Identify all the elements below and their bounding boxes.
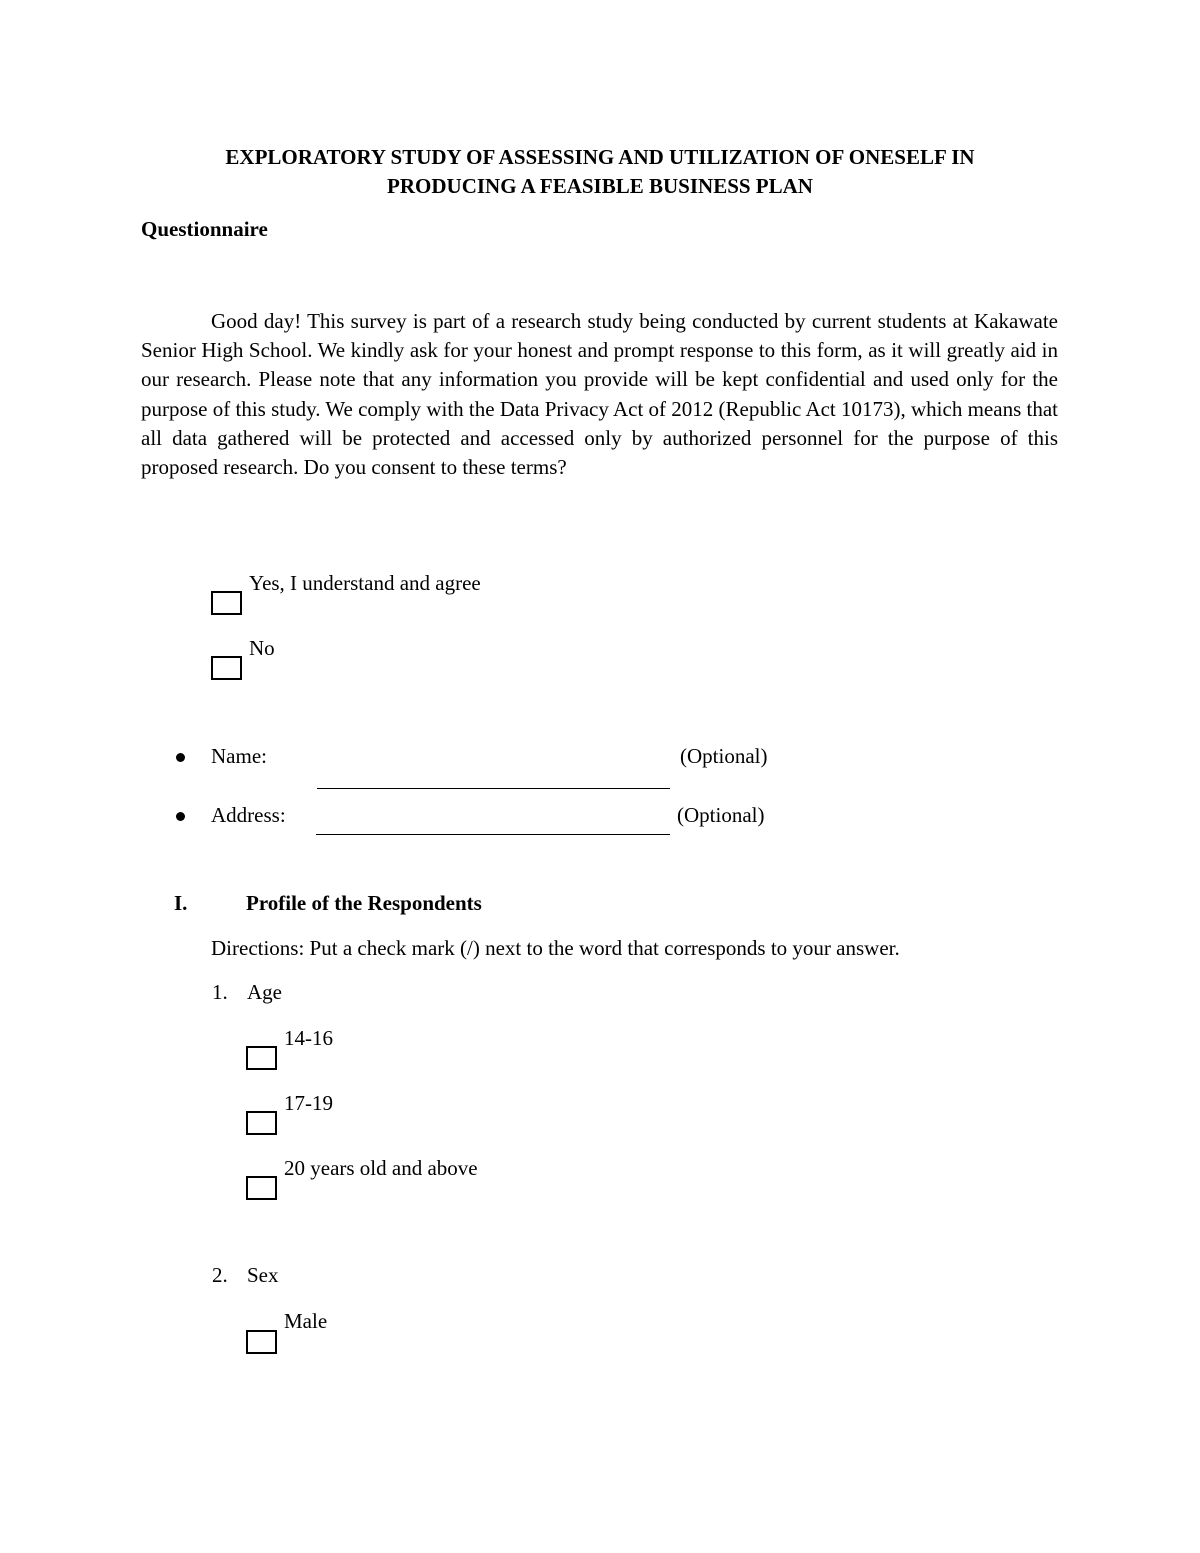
age-option-label: 17-19 [284,1091,333,1115]
consent-yes-label: Yes, I understand and agree [249,571,481,595]
age-option-label: 20 years old and above [284,1156,478,1180]
question-age-label: Age [247,980,282,1004]
name-field-label: Name: [211,744,267,768]
age-option-checkbox[interactable] [246,1046,277,1070]
address-field-label: Address: [211,803,286,827]
consent-yes-checkbox[interactable] [211,591,242,615]
age-option-label: 14-16 [284,1026,333,1050]
consent-no-label: No [249,636,275,660]
sex-option-label: Male [284,1309,328,1333]
section-title: Profile of the Respondents [246,891,482,915]
document-title-line-2: PRODUCING A FEASIBLE BUSINESS PLAN [387,174,813,198]
consent-no-checkbox[interactable] [211,656,242,680]
section-directions: Directions: Put a check mark (/) next to the word that corresponds to your answer. [211,936,900,960]
question-sex-label: Sex [247,1263,279,1287]
sex-option-checkbox[interactable] [246,1330,277,1354]
age-option-checkbox[interactable] [246,1111,277,1135]
question-number: 1. [212,980,228,1004]
bullet-icon [176,812,185,821]
name-field-input-line[interactable] [317,788,670,789]
bullet-icon [176,753,185,762]
document-title-line-1: EXPLORATORY STUDY OF ASSESSING AND UTILIZATION OF ONESELF IN [225,145,975,169]
questionnaire-heading: Questionnaire [141,217,268,241]
address-field-note: (Optional) [677,803,765,827]
section-number: I. [174,891,188,915]
age-option-checkbox[interactable] [246,1176,277,1200]
name-field-note: (Optional) [680,744,768,768]
question-number: 2. [212,1263,228,1287]
address-field-input-line[interactable] [316,834,670,835]
intro-paragraph: Good day! This survey is part of a research study being conducted by current students at Kakawate Senior High School. We kindly ask for your honest and prompt response to this form, as it will greatly aid in our research. Please note that any information you provide will be kept confidential and used only for the purpose of this study. We comply with the Data Privacy Act of 2012 (Republic Act 10173), which means that all data gathered will be protected and accessed only by authorized personnel for the purpose of this proposed research. Do you consent to these terms? [141,309,1058,480]
